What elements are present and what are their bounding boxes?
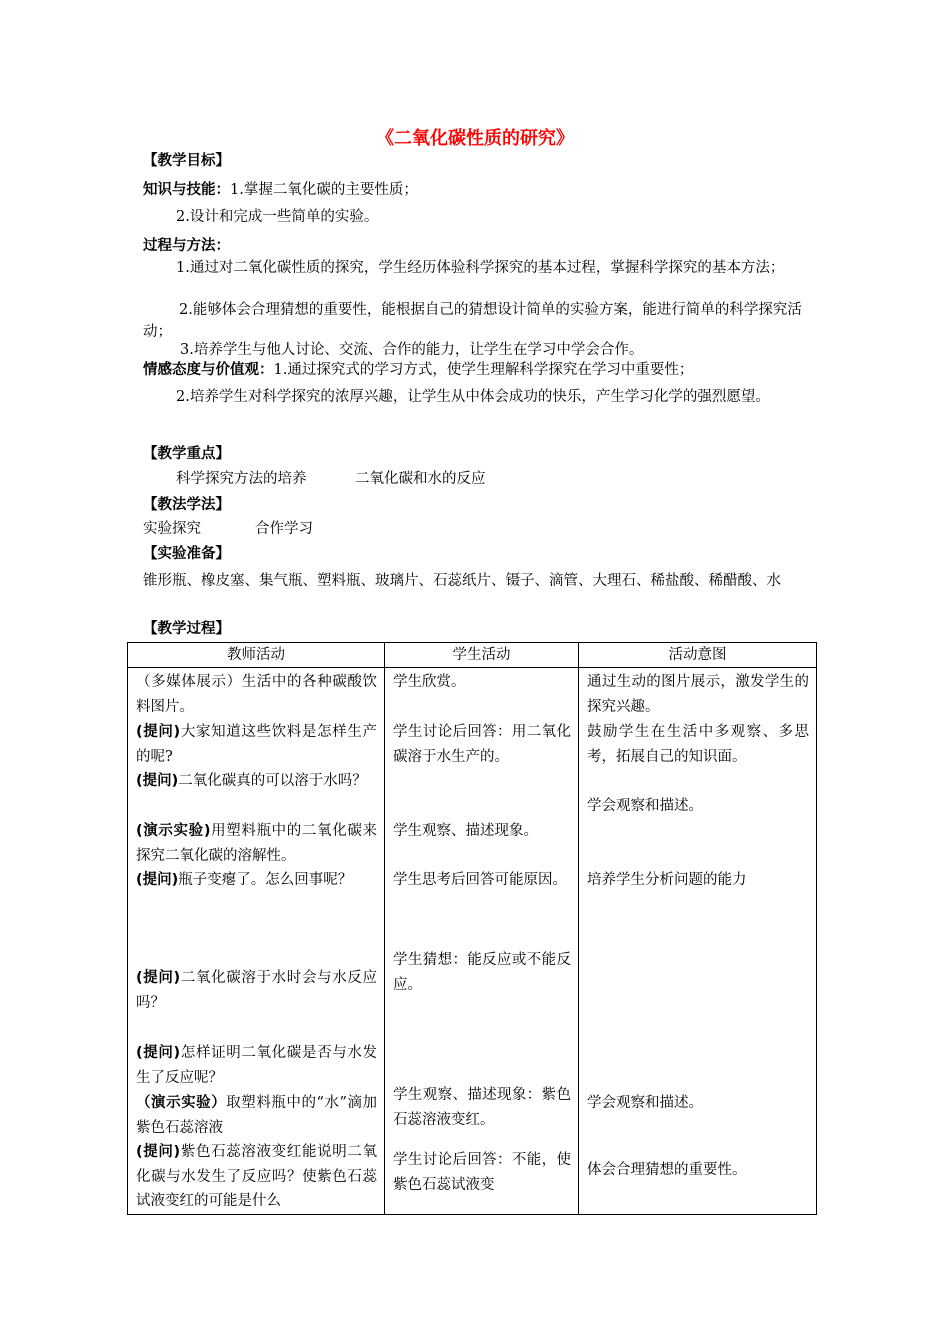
- column-header-intent: 活动意图: [579, 643, 817, 668]
- teacher-activity: [136, 819, 377, 868]
- teacher-activity: [136, 769, 377, 794]
- table-row: [128, 668, 817, 1215]
- teacher-activity-label: (提问): [136, 1144, 181, 1160]
- teacher-activity: [136, 868, 377, 893]
- teacher-activities-cell: [128, 668, 385, 1215]
- process-label: 过程与方法：: [143, 238, 230, 254]
- student-activity: 学生观察、描述现象：紫色石蕊溶液变红。: [393, 1087, 571, 1128]
- key-point-1: 科学探究方法的培养: [176, 471, 307, 487]
- teacher-activity: [136, 720, 377, 769]
- process-heading: 【教学过程】: [143, 621, 230, 637]
- methods-heading: 【教法学法】: [143, 497, 230, 513]
- column-header-teacher: 教师活动: [128, 643, 385, 668]
- key-point-2: 二氧化碳和水的反应: [355, 471, 486, 487]
- activity-intent: 学会观察和描述。: [587, 798, 703, 814]
- teacher-activity: [136, 1041, 377, 1090]
- activity-intent: 通过生动的图片展示，激发学生的探究兴趣。: [587, 674, 809, 715]
- teacher-activity-label: (提问): [136, 872, 179, 888]
- teacher-activity-label: (演示实验): [136, 823, 211, 839]
- attitude-item-1: 1.通过探究式的学习方式，使学生理解科学探究在学习中重要性；: [273, 362, 694, 378]
- teacher-activity-label: (提问): [136, 724, 181, 740]
- teacher-activity-label: (提问): [136, 1045, 181, 1061]
- student-activity: 学生讨论后回答：不能，使紫色石蕊试液变: [393, 1152, 571, 1193]
- student-activity: 学生观察、描述现象。: [393, 823, 538, 839]
- process-item-1: 1.通过对二氧化碳性质的探究，学生经历体验科学探究的基本过程，掌握科学探究的基本方法；: [176, 260, 785, 276]
- teacher-activity-text: 紫色石蕊溶液变红能说明二氧化碳与水发生了反应吗？使紫色石蕊试液变红的可能是什么: [136, 1144, 378, 1209]
- attitude-item-2: 2.培养学生对科学探究的浓厚兴趣，让学生从中体会成功的快乐，产生学习化学的强烈愿望。: [176, 389, 770, 405]
- activity-intent: 体会合理猜想的重要性。: [587, 1162, 747, 1178]
- knowledge-item-1: 1.掌握二氧化碳的主要性质；: [230, 182, 418, 198]
- teacher-activity: [136, 1091, 377, 1140]
- teacher-activity-text: 取塑料瓶中的“水”滴加紫色石蕊溶液: [136, 1095, 378, 1136]
- teacher-activity-label: (提问): [136, 970, 181, 986]
- teacher-activity-text: 大家知道这些饮料是怎样生产的呢?: [136, 724, 378, 765]
- table-header-row: [128, 643, 817, 668]
- student-activity: 学生思考后回答可能原因。: [393, 872, 567, 888]
- activity-intent: 学会观察和描述。: [587, 1095, 703, 1111]
- process-item-2: 2.能够体会合理猜想的重要性，能根据自己的猜想设计简单的实验方案，能进行简单的科学探究活动；: [143, 302, 802, 340]
- method-2: 合作学习: [255, 521, 313, 537]
- knowledge-line-1: [143, 181, 418, 199]
- attitude-line-1: [143, 361, 693, 379]
- activity-intent: 培养学生分析问题的能力: [587, 872, 747, 888]
- process-item-3: 3.培养学生与他人讨论、交流、合作的能力，让学生在学习中学会合作。: [180, 342, 644, 358]
- teacher-activity-text: 怎样证明二氧化碳是否与水发生了反应呢？: [136, 1045, 378, 1086]
- student-activity: 学生讨论后回答：用二氧化碳溶于水生产的。: [393, 724, 571, 765]
- teacher-activity: [136, 1140, 377, 1214]
- student-activity: 学生猜想：能反应或不能反应。: [393, 952, 571, 993]
- teacher-activity-text: 用塑料瓶中的二氧化碳来探究二氧化碳的溶解性。: [136, 823, 377, 864]
- student-activities-cell: [385, 668, 579, 1215]
- teacher-activity-text: 二氧化碳溶于水时会与水反应吗？: [136, 970, 378, 1011]
- teacher-activity-text: （多媒体展示）生活中的各种碳酸饮料图片。: [136, 674, 377, 715]
- knowledge-label: 知识与技能：: [143, 182, 230, 198]
- teacher-activity-label: (提问): [136, 773, 179, 789]
- method-1: 实验探究: [143, 521, 201, 537]
- teacher-activity-text: 二氧化碳真的可以溶于水吗？: [178, 773, 367, 789]
- activity-intent-cell: [579, 668, 817, 1215]
- attitude-label: 情感态度与价值观：: [143, 362, 274, 378]
- objectives-heading: 【教学目标】: [143, 153, 230, 169]
- teacher-activity: [136, 670, 377, 719]
- teacher-activity: [136, 966, 377, 1015]
- page-title: 《二氧化碳性质的研究》: [376, 128, 574, 149]
- teacher-activity-text: 瓶子变瘪了。怎么回事呢？: [178, 872, 353, 888]
- student-activity: 学生欣赏。: [393, 674, 466, 690]
- prep-list: 锥形瓶、橡皮塞、集气瓶、塑料瓶、玻璃片、石蕊纸片、镊子、滴管、大理石、稀盐酸、稀醋酸、水: [143, 573, 781, 589]
- teacher-activity-label: （演示实验）: [136, 1095, 227, 1111]
- prep-heading: 【实验准备】: [143, 546, 230, 562]
- activity-intent: 鼓励学生在生活中多观察、多思考，拓展自己的知识面。: [587, 724, 809, 765]
- key-points-heading: 【教学重点】: [143, 446, 230, 462]
- teaching-process-table: [127, 642, 817, 1215]
- column-header-student: 学生活动: [385, 643, 579, 668]
- knowledge-item-2: 2.设计和完成一些简单的实验。: [176, 209, 379, 225]
